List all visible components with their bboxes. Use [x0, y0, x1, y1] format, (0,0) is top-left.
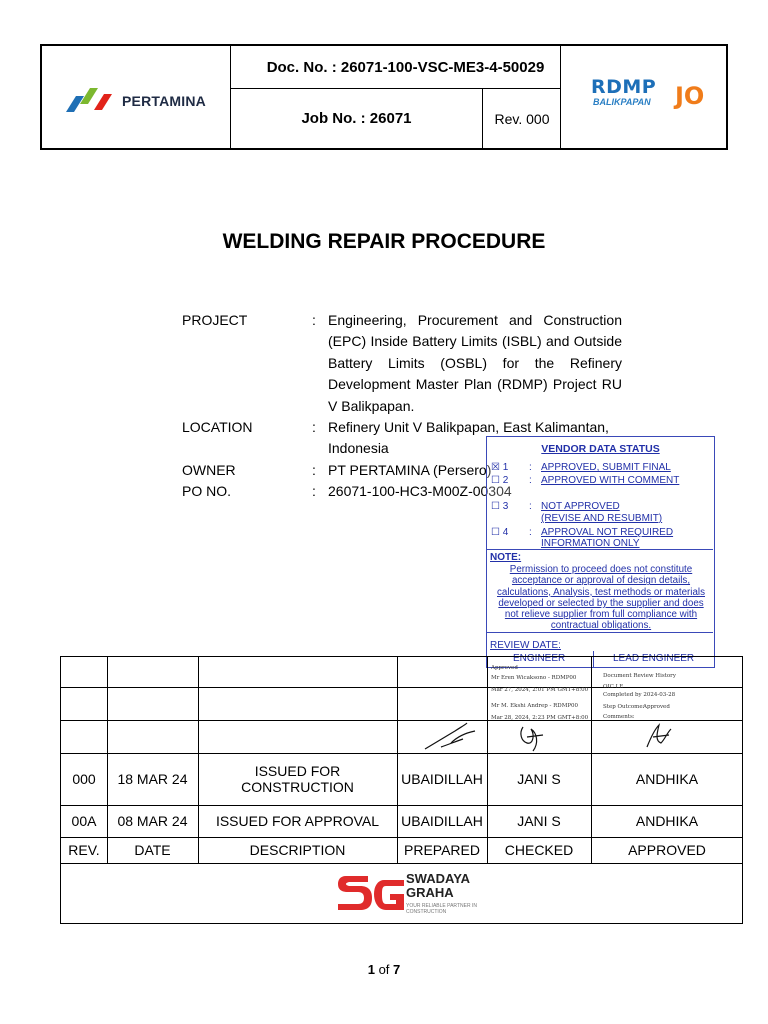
stamp-note-label: NOTE:: [490, 552, 522, 563]
col-header-prepared: PREPARED: [404, 842, 480, 858]
prepared-cell: UBAIDILLAH: [401, 813, 483, 829]
signature-prepared: [421, 721, 481, 753]
rdmp-logo-sub: BALIKPAPAN: [593, 97, 651, 107]
contractor-name-line2: GRAHA: [406, 885, 454, 900]
pertamina-logo-icon: [64, 82, 120, 114]
info-colon: :: [312, 461, 316, 478]
col-header-approved: APPROVED: [628, 842, 706, 858]
description-cell: ISSUED FOR CONSTRUCTION: [241, 763, 354, 795]
sig-note-history-sub: OIC LE: [603, 684, 624, 690]
sig-note-outcome-value: Approved: [643, 704, 670, 710]
sig-note-date2: Mar 28, 2024, 2:23 PM GMT+8:00: [491, 715, 589, 721]
col-header-checked: CHECKED: [504, 842, 574, 858]
info-value: 26071-100-HC3-M00Z-00304: [328, 483, 512, 500]
prepared-cell: UBAIDILLAH: [401, 771, 483, 787]
info-value: Engineering, Procurement and Construction (EPC) Inside Battery Limits (ISBL) and Outside Battery Limits (OSBL) for the Refinery Development Master Plan (RDMP) Project RU V Balikpapan.: [328, 312, 622, 414]
stamp-option-num: ☐ 4: [491, 527, 509, 538]
stamp-review-date: REVIEW DATE:: [490, 640, 561, 651]
col-header-date: DATE: [134, 842, 171, 858]
swadaya-graha-tagline: YOUR RELIABLE PARTNER IN CONSTRUCTION: [406, 903, 477, 915]
page-total: 7: [393, 962, 401, 977]
description-cell: ISSUED FOR APPROVAL: [215, 813, 380, 829]
stamp-option: ☐ 2 : APPROVED WITH COMMENT: [491, 475, 680, 486]
stamp-option-text: APPROVED, SUBMIT FINAL: [541, 462, 671, 473]
checked-cell: JANI S: [517, 813, 561, 829]
jo-logo-text: JO: [675, 82, 705, 110]
info-value: PT PERTAMINA (Persero): [328, 461, 492, 478]
stamp-lead-engineer: LEAD ENGINEER: [613, 653, 695, 664]
sig-note-date1: Mar 27, 2024, 2:01 PM GMT+8:00: [491, 687, 589, 693]
swadaya-graha-name: [406, 872, 470, 900]
rev-cell: 000: [72, 771, 96, 787]
stamp-option: [491, 513, 662, 524]
document-header: [40, 44, 728, 150]
date-cell: 08 MAR 24: [117, 813, 188, 829]
sig-note-comments: Comments:: [603, 714, 635, 720]
info-row-project: [182, 310, 622, 417]
sig-note-history-line: Completed by 2024-03-28: [603, 692, 676, 698]
approved-cell: ANDHIKA: [635, 771, 699, 787]
rdmp-jo-logo: [561, 46, 728, 148]
stamp-note-box: [487, 549, 713, 633]
rdmp-logo-text: RDMP: [591, 76, 657, 98]
info-label: PROJECT: [182, 312, 248, 328]
stamp-option-text: NOT APPROVED: [541, 501, 620, 512]
info-colon: :: [312, 312, 316, 328]
signature-checked: [513, 723, 553, 753]
sig-note-approved: Approved: [491, 665, 518, 671]
info-colon: :: [312, 483, 316, 500]
stamp-option: ☒ 1 : APPROVED, SUBMIT FINAL: [491, 462, 671, 473]
sig-note-outcome-label: Step Outcome:: [603, 704, 645, 710]
info-label: LOCATION: [182, 419, 253, 436]
info-label: PO NO.: [182, 483, 232, 500]
approved-cell: ANDHIKA: [635, 813, 699, 829]
contractor-name-line1: SWADAYA: [406, 871, 471, 886]
stamp-option-text: APPROVED WITH COMMENT: [541, 475, 680, 486]
pertamina-logo-text: PERTAMINA: [122, 93, 206, 109]
col-header-description: DESCRIPTION: [249, 842, 346, 858]
revision-number: Rev. 000: [494, 110, 550, 127]
stamp-option: ☐ 4 : APPROVAL NOT REQUIRED: [491, 527, 674, 538]
sig-note-history-title: Document Review History: [603, 673, 676, 679]
stamp-title: VENDOR DATA STATUS: [541, 443, 660, 455]
signature-approved: [641, 721, 677, 751]
page-current: 1: [367, 962, 375, 977]
page-number: [0, 962, 768, 977]
checked-cell: JANI S: [517, 771, 561, 787]
stamp-option-text: APPROVAL NOT REQUIRED: [541, 527, 674, 538]
sig-note-name1: Mr Eren Wicaksono - RDMP00: [491, 675, 577, 681]
stamp-option: [491, 538, 640, 549]
stamp-option-text: INFORMATION ONLY: [541, 538, 640, 549]
stamp-option-num: ☐ 3: [491, 501, 509, 512]
sig-note-name2: Mr M. Ekshi Andrep - RDMP00: [491, 703, 579, 709]
doc-number: Doc. No. : 26071-100-VSC-ME3-4-50029: [231, 46, 560, 89]
vendor-data-status-stamp: [486, 436, 715, 668]
document-title: WELDING REPAIR PROCEDURE: [222, 230, 546, 253]
col-header-rev: REV.: [68, 842, 100, 858]
stamp-option: ☐ 3 : NOT APPROVED: [491, 501, 620, 512]
doc-info-cell: [231, 46, 561, 148]
job-number: Job No. : 26071: [231, 89, 483, 148]
stamp-option-num: ☒ 1: [491, 462, 509, 473]
info-label: OWNER: [182, 461, 236, 478]
stamp-option-text: (REVISE AND RESUBMIT): [541, 513, 663, 524]
stamp-engineer: ENGINEER: [513, 653, 566, 664]
stamp-option-num: ☐ 2: [491, 475, 509, 486]
pertamina-logo-cell: [42, 46, 231, 148]
info-value: Refinery Unit V Balikpapan, East Kalimantan, Indonesia: [328, 419, 609, 457]
rev-cell: 00A: [71, 813, 97, 829]
page-of: of: [378, 962, 390, 977]
stamp-note-text: Permission to proceed does not constitute acceptance or approval of design details, calculations, Analysis, test methods or materials developed or selected by the supplier and does not relieve supplier from full compliance with contractual obligations.: [497, 564, 706, 632]
info-colon: :: [312, 419, 316, 436]
date-cell: 18 MAR 24: [117, 771, 188, 787]
